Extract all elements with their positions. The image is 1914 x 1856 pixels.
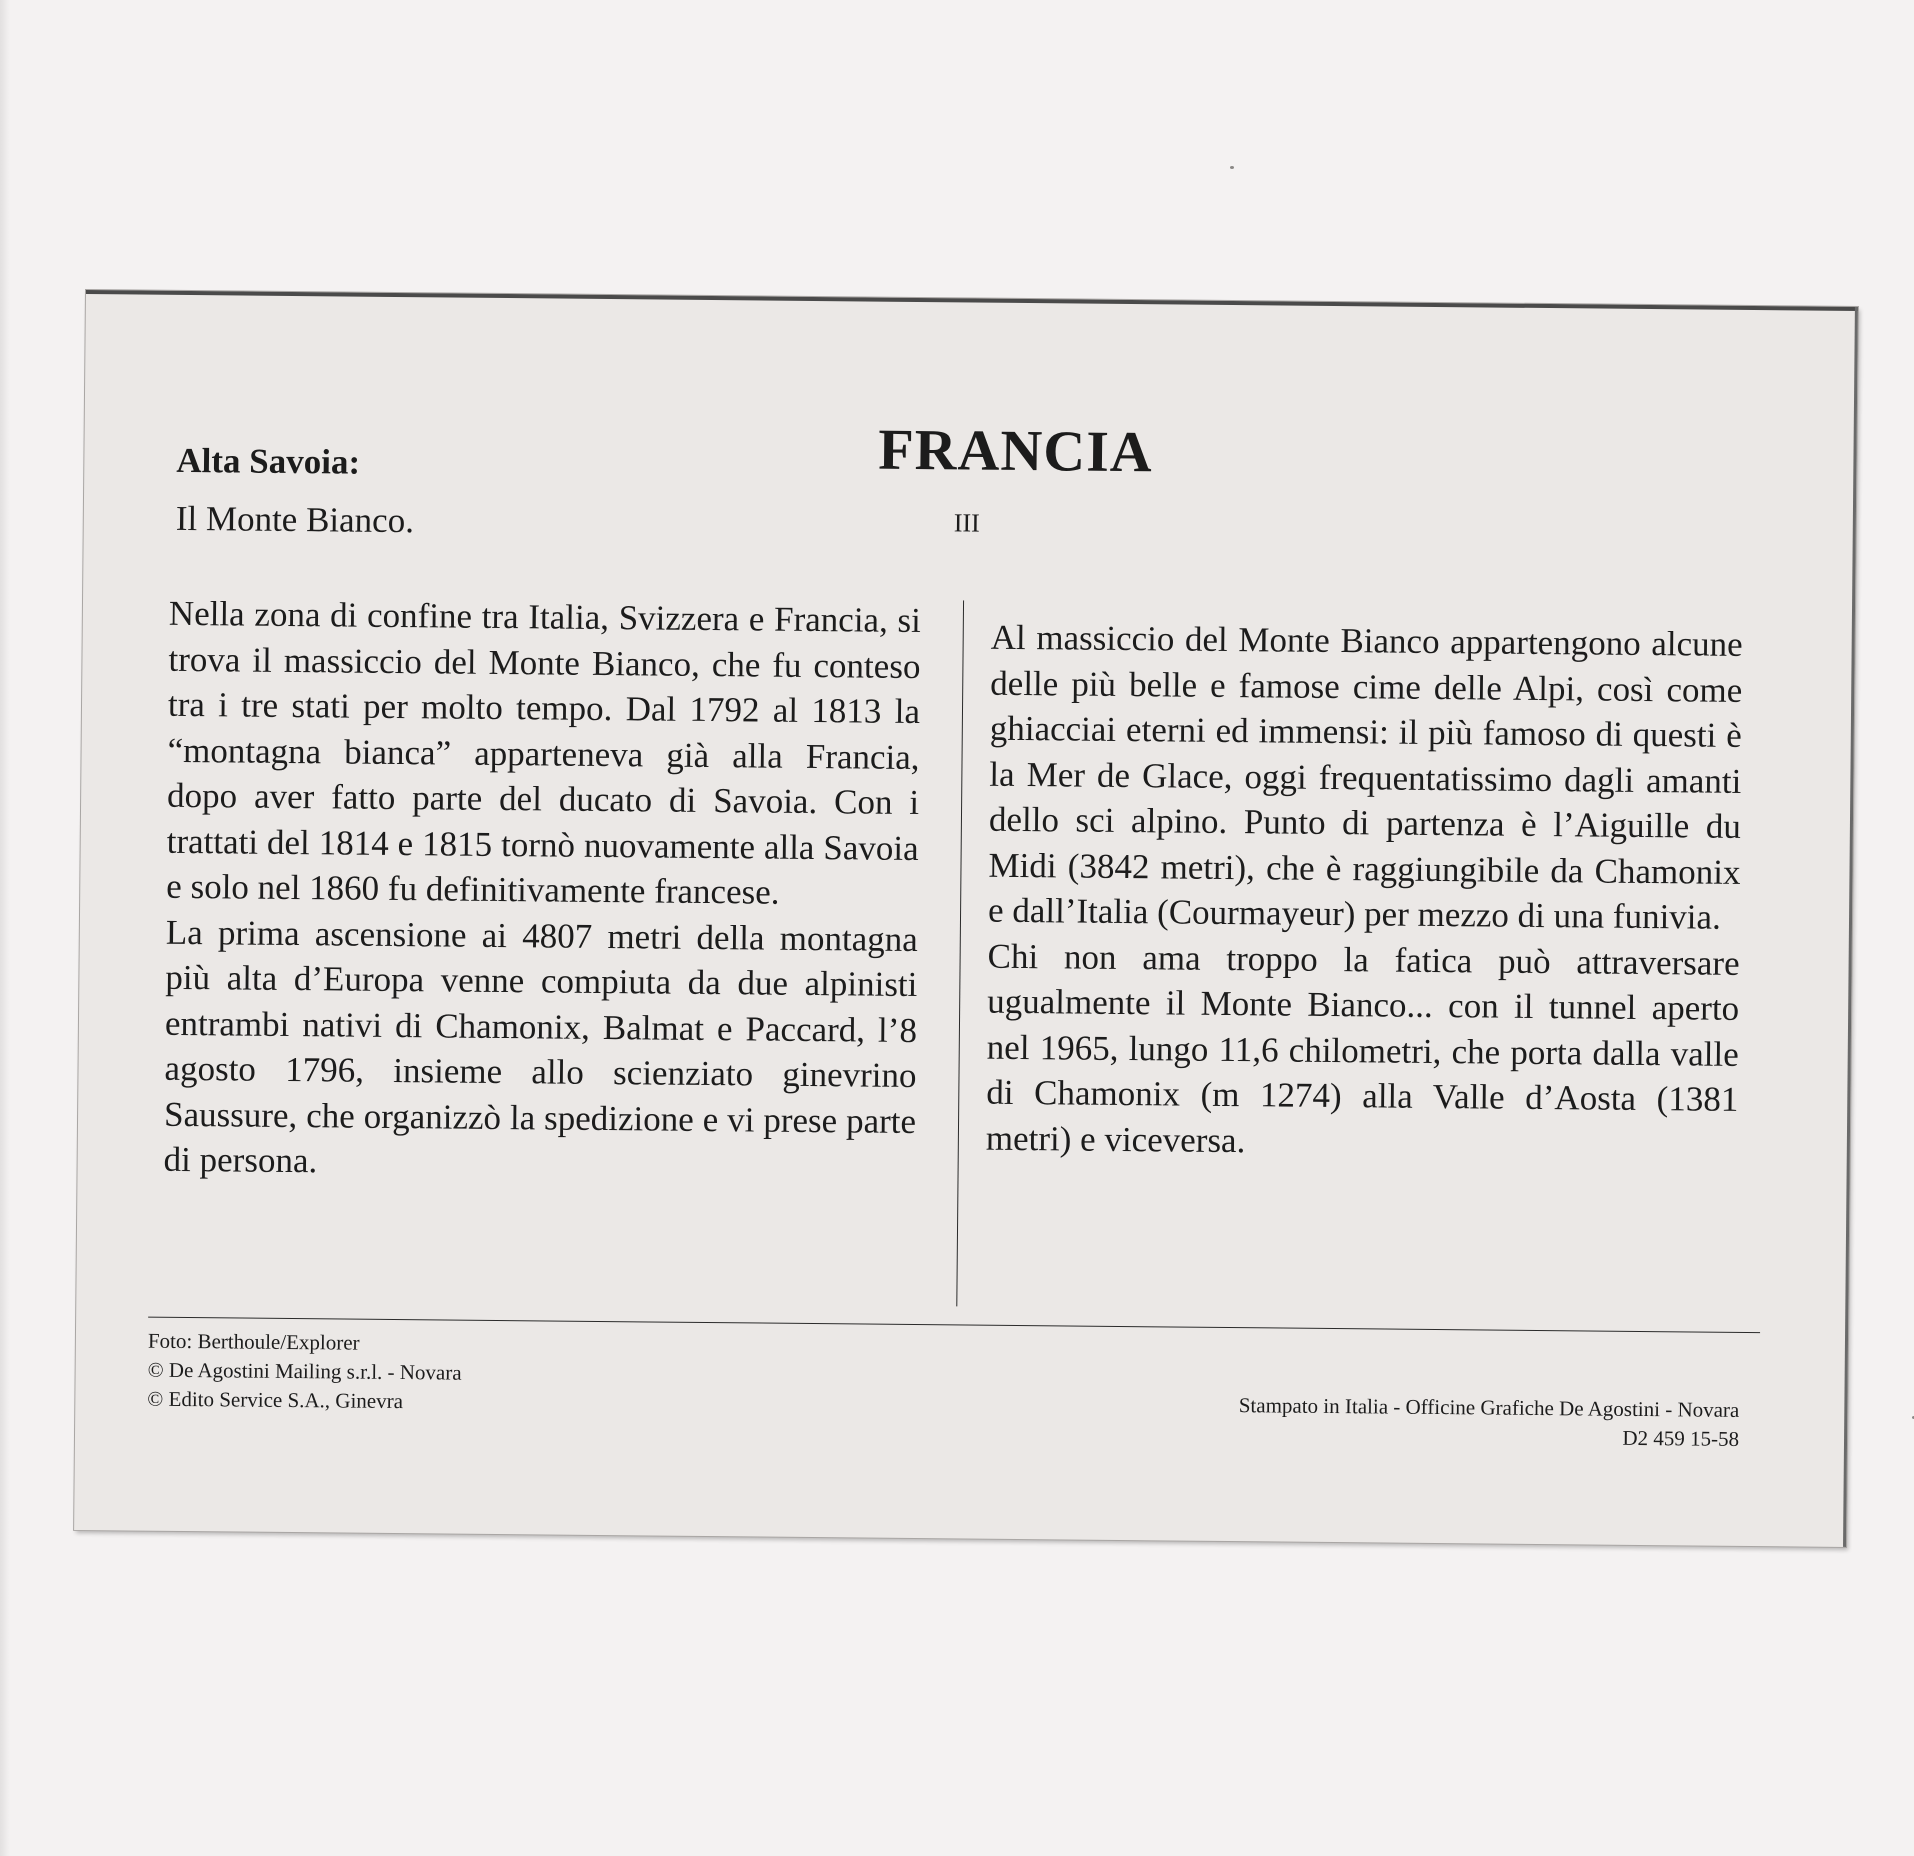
paragraph: Al massiccio del Monte Bianco appartengono alcune delle più belle e famose cime delle Alpi, così come ghiacciai eterni ed immensi: il più famoso di questi è la Mer de Glace, oggi frequentatissimo dagli amanti dello sci alpino. Punto di partenza è l’Aiguille du Midi (3842 metri), che è raggiungibile da Chamonix e dall’Italia (Courmayeur) per mezzo di una funivia. [987, 617, 1743, 937]
credits-block [147, 1327, 462, 1417]
copyright-line: © De Agostini Mailing s.r.l. - Novara [147, 1357, 462, 1385]
printer-block [1238, 1391, 1739, 1454]
column-divider [956, 600, 964, 1306]
dust-speck [1230, 166, 1234, 169]
text-column-left [163, 591, 921, 1190]
text-column-right [986, 615, 1743, 1168]
paragraph: Nella zona di confine tra Italia, Svizzera e Francia, si trova il massiccio del Monte Bianco, che fu conteso tra i tre stati per molto tempo. Dal 1792 al 1813 la “montagna bianca” apparteneva già alla Francia, dopo aver fatto parte del ducato di Savoia. Con i trattati del 1814 e 1815 tornò nuovamente alla Savoia e solo nel 1860 fu definitivamente francese. [166, 593, 922, 912]
paragraph: Chi non ama troppo la fatica può attraversare ugualmente il Monte Bianco... con il tunnel aperto nel 1965, lungo 11,6 chilometri, che porta dalla valle di Chamonix (m 1274) alla Valle d’Aosta (1381 metri) e viceversa. [985, 936, 1740, 1160]
copyright-line: © Edito Service S.A., Ginevra [147, 1386, 404, 1414]
photo-credit: Foto: Berthoule/Explorer [147, 1328, 360, 1355]
card-code: D2 459 15-58 [1622, 1425, 1740, 1451]
postcard-back [74, 290, 1858, 1547]
region-label: Alta Savoia: [176, 440, 361, 482]
paragraph: La prima ascensione ai 4807 metri della montagna più alta d’Europa venne compiuta da due alpinisti entrambi nativi di Chamonix, Balmat e Paccard, l’8 agosto 1796, insieme allo scienziato ginevrino Saussure, che organizzò la spedizione e vi prese parte di persona. [163, 912, 918, 1181]
card-number: III [953, 508, 980, 538]
subject-title: Il Monte Bianco. [175, 498, 415, 541]
printer-line: Stampato in Italia - Officine Grafiche De Agostini - Novara [1238, 1393, 1740, 1422]
scan-edge [0, 0, 10, 1856]
country-title: FRANCIA [877, 416, 1154, 485]
